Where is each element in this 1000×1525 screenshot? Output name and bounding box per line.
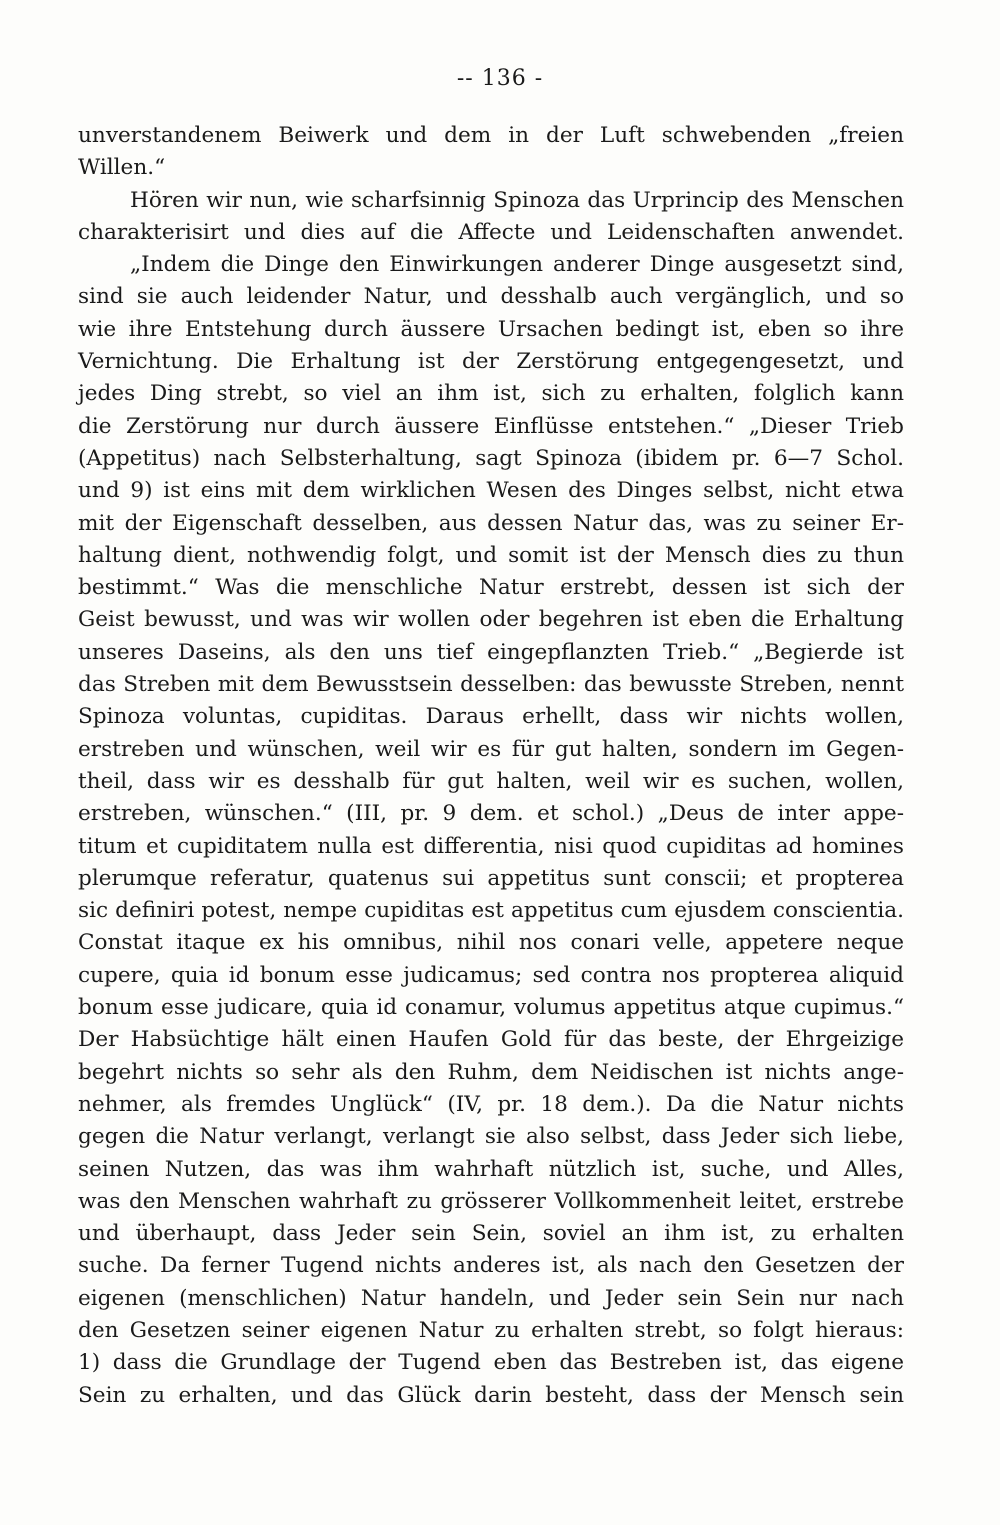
text-line: und überhaupt, dass Jeder sein Sein, soviel an ihm ist, zu erhalten xyxy=(78,1221,904,1247)
text-line: sind sie auch leidender Natur, und desshalb auch vergänglich, und so xyxy=(78,284,904,310)
text-line: (Appetitus) nach Selbsterhaltung, sagt Spinoza (ibidem pr. 6—7 Schol. xyxy=(78,445,904,471)
text-line: seinen Nutzen, das was ihm wahrhaft nützlich ist, suche, und Alles, xyxy=(78,1156,904,1182)
text-line: theil, dass wir es desshalb für gut halten, weil wir es suchen, wollen, xyxy=(78,768,904,794)
text-line: Hören wir nun, wie scharfsinnig Spinoza das Urprincip des Menschen xyxy=(130,187,904,213)
text-line: Willen.“ xyxy=(78,155,166,181)
text-line: 1) dass die Grundlage der Tugend eben das Bestreben ist, das eigene xyxy=(78,1350,904,1376)
text-line: titum et cupiditatem nulla est differentia, nisi quod cupiditas ad homines xyxy=(78,833,904,859)
text-line: nehmer, als fremdes Unglück“ (IV, pr. 18 dem.). Da die Natur nichts xyxy=(78,1091,904,1117)
text-line: haltung dient, nothwendig folgt, und somit ist der Mensch dies zu thun xyxy=(78,542,904,568)
text-line: und 9) ist eins mit dem wirklichen Wesen des Dinges selbst, nicht etwa xyxy=(78,478,904,504)
text-line: erstreben, wünschen.“ (III, pr. 9 dem. et schol.) „Deus de inter appe- xyxy=(78,801,904,827)
text-line: bonum esse judicare, quia id conamur, volumus appetitus atque cupimus.“ xyxy=(78,995,904,1021)
text-line: Sein zu erhalten, und das Glück darin besteht, dass der Mensch sein xyxy=(78,1382,904,1408)
text-line: Constat itaque ex his omnibus, nihil nos conari velle, appetere neque xyxy=(78,930,904,956)
body-text xyxy=(78,120,904,1412)
text-line: unverstandenem Beiwerk und dem in der Luft schwebenden „freien xyxy=(78,123,904,148)
text-line: sic definiri potest, nempe cupiditas est appetitus cum ejusdem conscientia. xyxy=(78,898,904,924)
text-line: was den Menschen wahrhaft zu grösserer Vollkommenheit leitet, erstrebe xyxy=(78,1188,904,1214)
text-line: plerumque referatur, quatenus sui appetitus sunt conscii; et propterea xyxy=(78,865,904,891)
text-line: erstreben und wünschen, weil wir es für gut halten, sondern im Gegen- xyxy=(78,736,904,762)
text-line: Vernichtung. Die Erhaltung ist der Zerstörung entgegengesetzt, und xyxy=(78,349,904,375)
text-line: Der Habsüchtige hält einen Haufen Gold für das beste, der Ehrgeizige xyxy=(78,1027,904,1053)
text-line: begehrt nichts so sehr als den Ruhm, dem Neidischen ist nichts ange- xyxy=(78,1059,904,1085)
page-number: -- 136 - xyxy=(456,66,544,91)
text-line: Spinoza voluntas, cupiditas. Daraus erhellt, dass wir nichts wollen, xyxy=(78,704,904,730)
text-line: das Streben mit dem Bewusstsein desselben: das bewusste Streben, nennt xyxy=(78,672,904,698)
text-line: charakterisirt und dies auf die Affecte und Leidenschaften anwendet. xyxy=(78,219,904,245)
text-line: wie ihre Entstehung durch äussere Ursachen bedingt ist, eben so ihre xyxy=(78,316,904,342)
text-line: suche. Da ferner Tugend nichts anderes ist, als nach den Gesetzen der xyxy=(78,1253,904,1279)
text-line: den Gesetzen seiner eigenen Natur zu erhalten strebt, so folgt hieraus: xyxy=(78,1317,904,1343)
text-line: die Zerstörung nur durch äussere Einflüsse entstehen.“ „Dieser Trieb xyxy=(78,413,904,439)
text-line: jedes Ding strebt, so viel an ihm ist, sich zu erhalten, folglich kann xyxy=(78,381,904,407)
text-line: „Indem die Dinge den Einwirkungen anderer Dinge ausgesetzt sind, xyxy=(130,252,904,278)
text-line: gegen die Natur verlangt, verlangt sie also selbst, dass Jeder sich liebe, xyxy=(78,1124,904,1150)
text-line: mit der Eigenschaft desselben, aus dessen Natur das, was zu seiner Er- xyxy=(78,510,904,536)
text-line: Geist bewusst, und was wir wollen oder begehren ist eben die Erhaltung xyxy=(78,607,904,633)
text-line: cupere, quia id bonum esse judicamus; sed contra nos propterea aliquid xyxy=(78,962,904,988)
text-line: eigenen (menschlichen) Natur handeln, und Jeder sein Sein nur nach xyxy=(78,1285,904,1311)
text-line: bestimmt.“ Was die menschliche Natur erstrebt, dessen ist sich der xyxy=(78,575,904,601)
text-line: unseres Daseins, als den uns tief eingepflanzten Trieb.“ „Begierde ist xyxy=(78,639,904,665)
